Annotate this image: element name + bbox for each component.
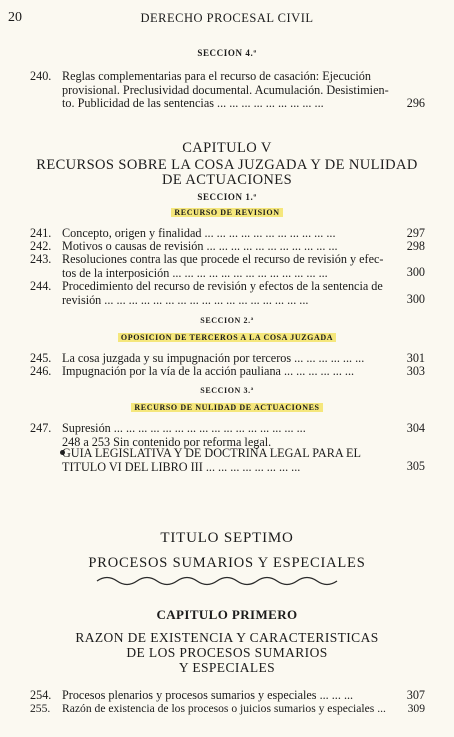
section-4-heading: SECCION 4.ª (197, 48, 257, 58)
section-1-heading: SECCION 1.ª (197, 192, 257, 202)
chapter-label: CAPITULO V (182, 140, 272, 156)
section-3-title: RECURSO DE NULIDAD DE ACTUACIONES (0, 403, 454, 412)
section-3-heading: SECCION 3.ª (200, 386, 254, 395)
section-1-title: RECURSO DE REVISION (0, 208, 454, 217)
wavy-underline (95, 572, 345, 588)
capitulo-primero: CAPITULO PRIMERO (156, 607, 298, 622)
running-title: DERECHO PROCESAL CIVIL (140, 11, 314, 25)
toc-entry-243: 243. Resoluciones contra las que procede el recurso de revisión y efec- tos de la interposición ... ... ... ... ... ... ... ... ... ... ... ... ... 300 (30, 252, 425, 280)
toc-entry-242: 242. Motivos o causas de revisión ... ... ... ... ... ... ... ... ... ... ... 298 (30, 239, 425, 253)
entry-page: 296 (406, 96, 425, 110)
note-248-253: 248 a 253 Sin contenido por reforma legal. (62, 435, 272, 449)
toc-entry-246: 246. Impugnación por la vía de la acción pauliana ... ... ... ... ... ... 303 (30, 364, 425, 378)
toc-entry-255: 255. Razón de existencia de los procesos o juicios sumarios y especiales ... 309 (30, 702, 425, 715)
capitulo-primero-line3: Y ESPECIALES (178, 660, 276, 675)
page-number: 20 (8, 10, 22, 25)
entry-text: Reglas complementarias para el recurso de casación: Ejecución provisional. Preclusividad documental. Acumulación. Desistimien- to. Publicidad de las sentencias ... ... ... ... ... ... ... ... ... (62, 70, 389, 110)
toc-entry-247: 247. Supresión ... ... ... ... ... ... ... ... ... ... ... ... ... ... ... ... 304 (30, 421, 425, 435)
section-2-title: OPOSICION DE TERCEROS A LA COSA JUZGADA (0, 333, 454, 342)
titulo-septimo-subtitle: PROCESOS SUMARIOS Y ESPECIALES (88, 555, 366, 571)
guia-legislativa-entry: GUIA LEGISLATIVA Y DE DOCTRINA LEGAL PARA EL TITULO VI DEL LIBRO III ... ... ... ... ... ... ... ... 305 (62, 447, 425, 474)
toc-entry-244: 244. Procedimiento del recurso de revisión y efectos de la sentencia de revisión ... ... ... ... ... ... ... ... ... ... ... ... ... ... ... ... ... 300 (30, 279, 425, 307)
capitulo-primero-line1: RAZON DE EXISTENCIA Y CARACTERISTICAS (75, 630, 379, 645)
entry-number: 240. (30, 69, 52, 83)
toc-entry-245: 245. La cosa juzgada y su impugnación por terceros ... ... ... ... ... ... 301 (30, 351, 425, 365)
capitulo-primero-line2: DE LOS PROCESOS SUMARIOS (126, 645, 328, 660)
toc-entry-254: 254. Procesos plenarios y procesos sumarios y especiales ... ... ... 307 (30, 688, 425, 702)
toc-entry-241: 241. Concepto, origen y finalidad ... ... ... ... ... ... ... ... ... ... ... 297 (30, 226, 425, 240)
titulo-septimo: TITULO SEPTIMO (160, 530, 294, 546)
section-2-heading: SECCION 2.ª (200, 316, 254, 325)
chapter-title-line1: RECURSOS SOBRE LA COSA JUZGADA Y DE NULIDAD (36, 157, 418, 173)
toc-entry-240 (30, 70, 425, 112)
chapter-title-line2: DE ACTUACIONES (161, 172, 293, 188)
